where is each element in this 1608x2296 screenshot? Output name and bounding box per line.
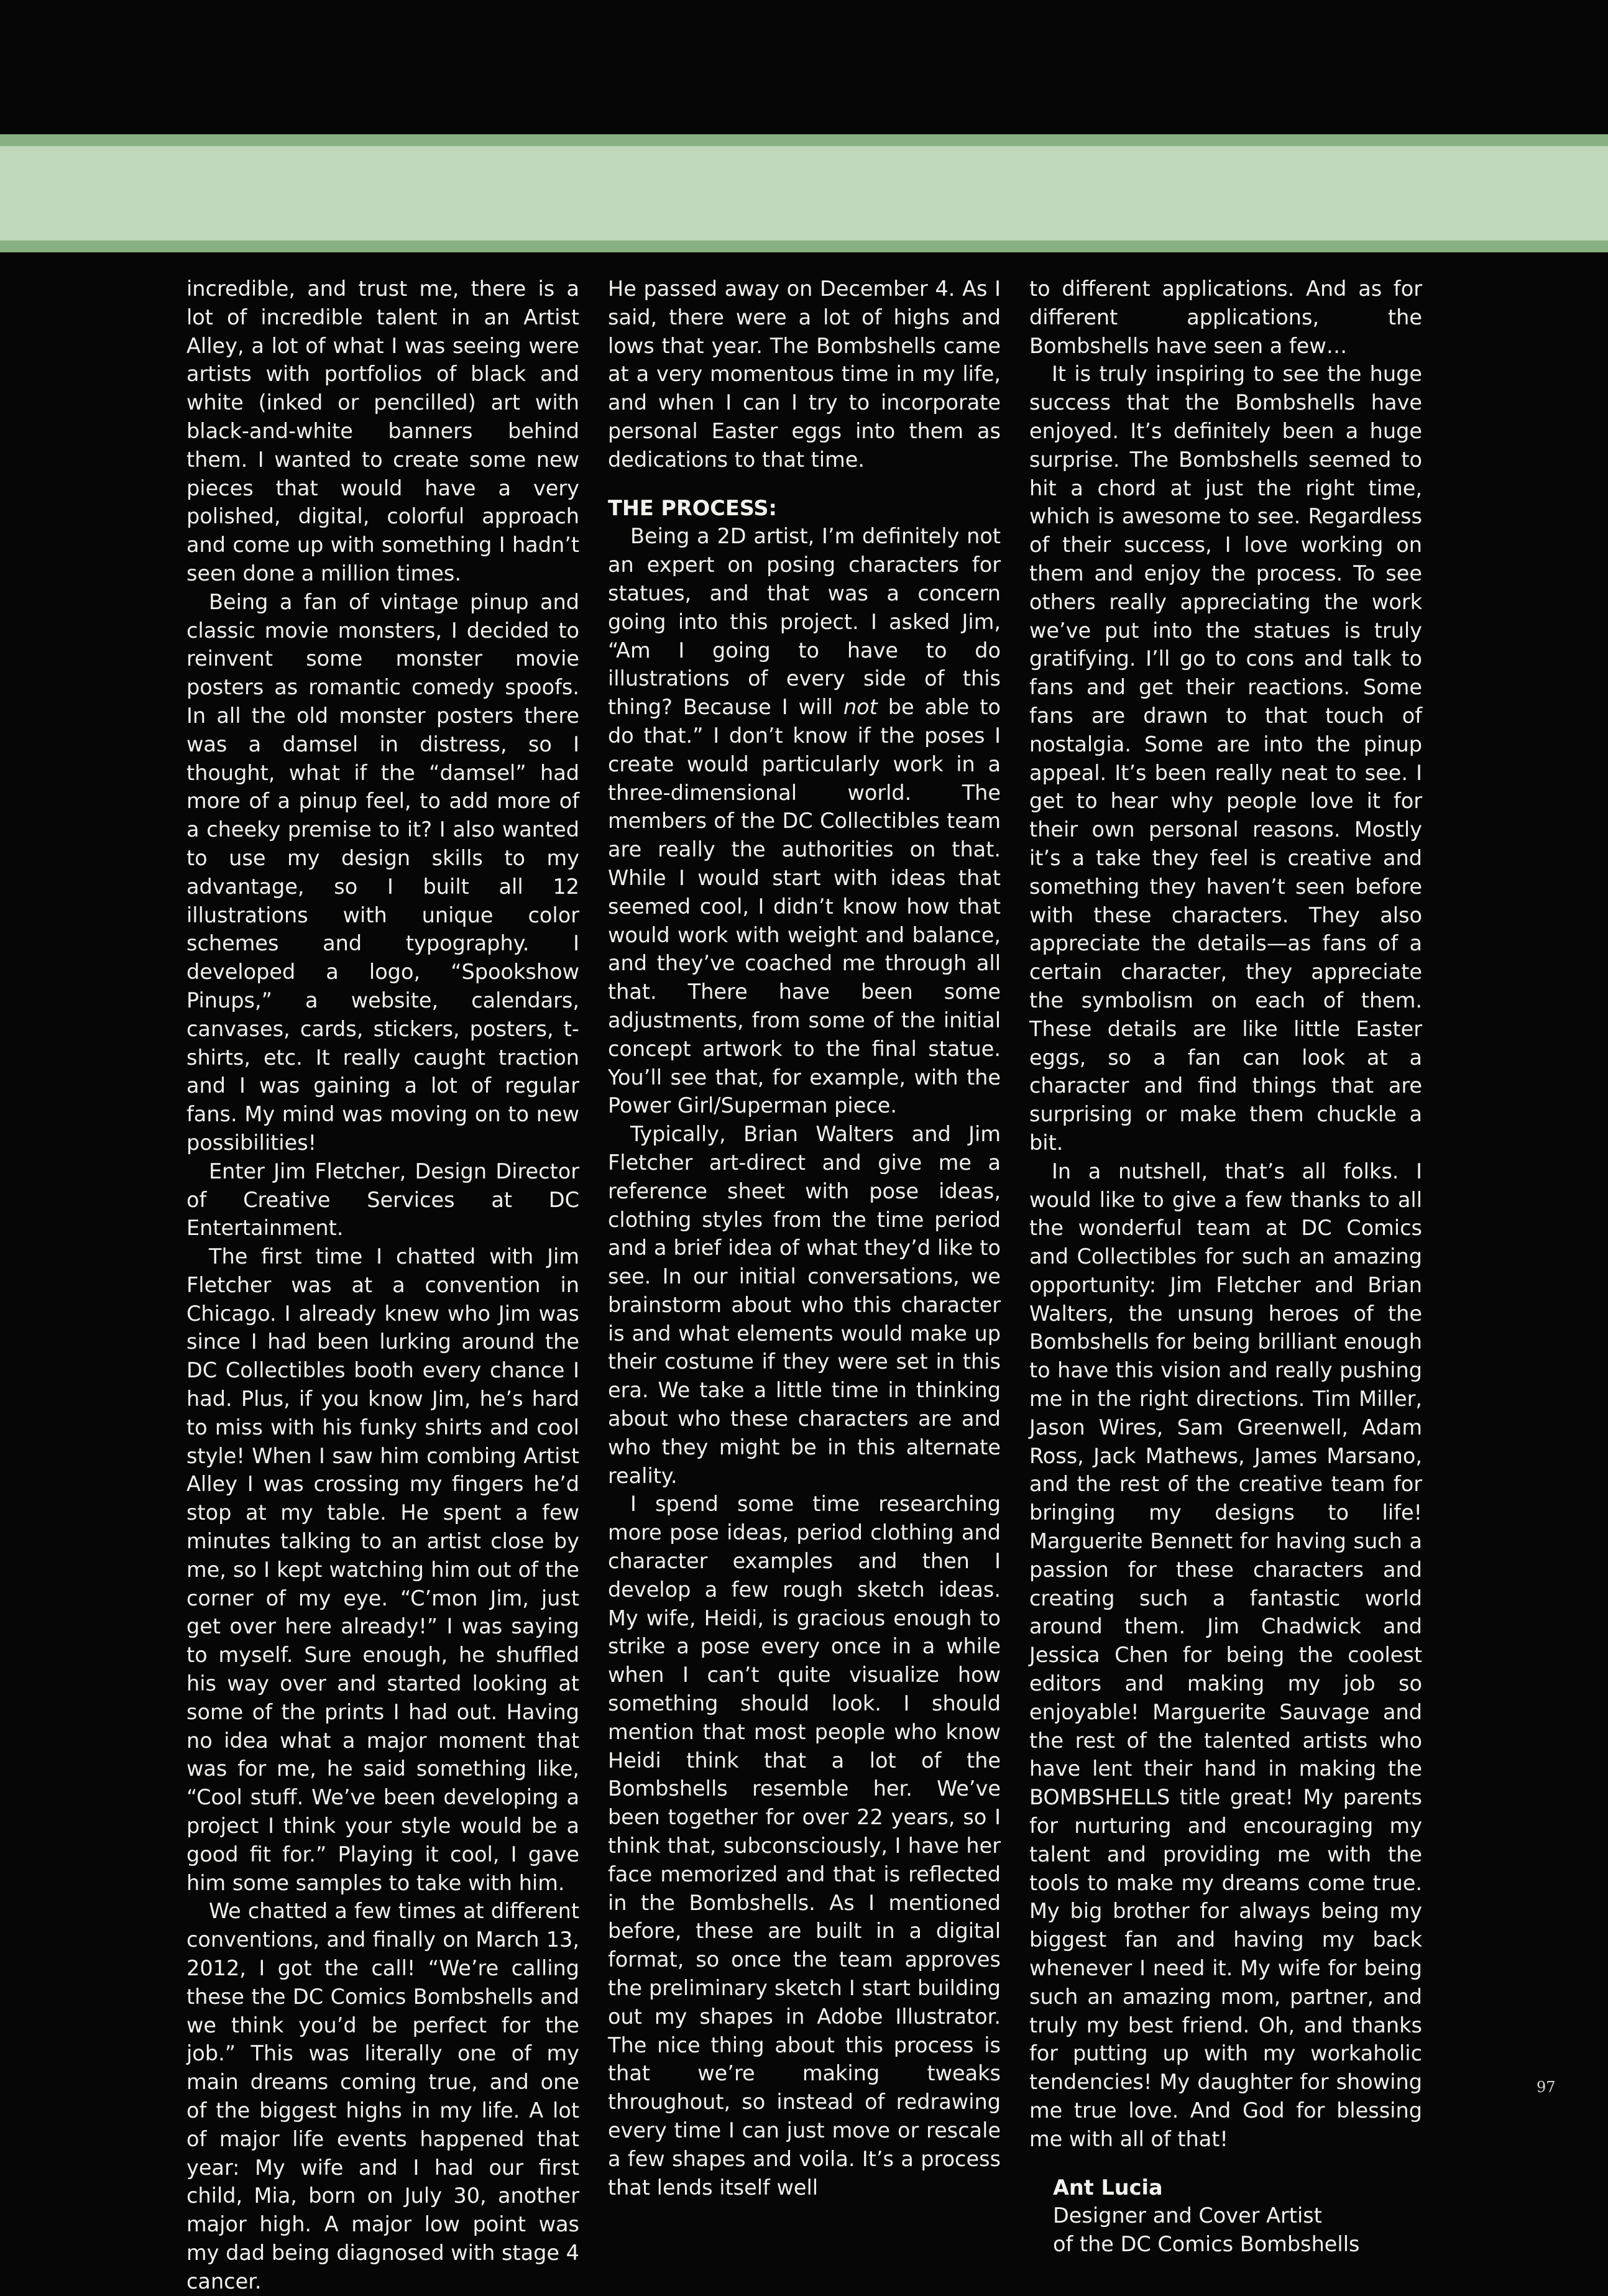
paragraph: to different applications. And as for different applications, the Bombshells have seen a few…: [1029, 277, 1422, 358]
paragraph: I spend some time researching more pose ideas, period clothing and character examples and then I develop a few rough sketch ideas. My wife, Heidi, is gracious enough to strike a pose every once in a while when I can’t quite visualize how something should look. I should mention that most people who know Heidi think that a lot of the Bombshells resemble her. We’ve been together for over 22 years, so I think that, subconsciously, I have her face memorized and that is reflected in the Bombshells. As I mentioned before, these are built in a digital format, so once the team approves the preliminary sketch I start building out my shapes in Adobe Illustrator. The nice thing about this process is that we’re making tweaks throughout, so instead of redrawing every time I can just move or rescale a few shapes and voila. It’s a process that lends itself well: [608, 1492, 1001, 2200]
text-column-3: [1029, 275, 1422, 2259]
author-title: Designer and Cover Artist: [1053, 2203, 1322, 2228]
section-heading: THE PROCESS:: [608, 495, 777, 520]
paragraph: It is truly inspiring to see the huge success that the Bombshells have enjoyed. It’s definitely been a huge surprise. The Bombshells seemed to hit a chord at just the right time, which is awesome to see. Regardless of their success, I love working on them and enjoy the process. To see others really appreciating the work we’ve put into the statues is truly gratifying. I’ll go to cons and talk to fans and get their reactions. Some fans are drawn to that touch of nostalgia. Some are into the pinup appeal. It’s been really neat to see. I get to hear why people love it for their own personal reasons. Mostly it’s a take they feel is creative and something they haven’t seen before with these characters. They also appreciate the details—as fans of a certain character, they appreciate the symbolism on each of them. These details are like little Easter eggs, so a fan can look at a character and find things that are surprising or make them chuckle a bit.: [1029, 362, 1422, 1155]
header-band: [0, 134, 1608, 252]
text-span: Being a 2D artist, I’m definitely not an expert on posing characters for statues, and that was a concern going into this project. I asked Jim, “Am I going to have to do illustrations of every side of this thing? Because I will: [608, 524, 1001, 720]
text-column-1: [186, 275, 579, 2296]
paragraph: The first time I chatted with Jim Fletcher was at a convention in Chicago. I already knew who Jim was since I had been lurking around the DC Collectibles booth every chance I had. Plus, if you know Jim, he’s hard to miss with his funky shirts and cool style! When I saw him combing Artist Alley I was crossing my fingers he’d stop at my table. He spent a few minutes talking to an artist close by me, so I kept watching him out of the corner of my eye. “C’mon Jim, just get over here already!” I was saying to myself. Sure enough, he shuffled his way over and started looking at some of the prints I had out. Having no idea what a major moment that was for me, he said something like, “Cool stuff. We’ve been developing a project I think your style would be a good fit for.” Playing it cool, I gave him some samples to take with him.: [186, 1244, 579, 1895]
text-column-2: [608, 275, 1001, 2202]
paragraph: incredible, and trust me, there is a lot of incredible talent in an Artist Alley, a lot of what I was seeing were artists with portfolios of black and white (inked or pencilled) art with black-and-white banners behind them. I wanted to create some new pieces that would have a very polished, digital, colorful approach and come up with something I hadn’t seen done a million times.: [186, 277, 579, 585]
emphasis: not: [843, 695, 878, 720]
paragraph: Enter Jim Fletcher, Design Director of Creative Services at DC Entertainment.: [186, 1159, 579, 1241]
page-number: 97: [1537, 2078, 1556, 2096]
paragraph: He passed away on December 4. As I said, there were a lot of highs and lows that year. The Bombshells came at a very momentous time in my life, and when I can I try to incorporate personal Easter eggs into them as dedications to that time.: [608, 277, 1001, 472]
paragraph: Being a fan of vintage pinup and classic movie monsters, I decided to reinvent some monster movie posters as romantic comedy spoofs. In all the old monster posters there was a damsel in distress, so I thought, what if the “damsel” had more of a pinup feel, to add more of a cheeky premise to it? I also wanted to use my design skills to my advantage, so I built all 12 illustrations with unique color schemes and typography. I developed a logo, “Spookshow Pinups,” a website, calendars, canvases, cards, stickers, posters, t-shirts, etc. It really caught traction and I was gaining a lot of regular fans. My mind was moving on to new possibilities!: [186, 589, 579, 1155]
author-name: Ant Lucia: [1053, 2175, 1163, 2200]
author-signature: [1029, 2174, 1422, 2259]
paragraph: Typically, Brian Walters and Jim Fletcher art-direct and give me a reference sheet with pose ideas, clothing styles from the time period and a brief idea of what they’d like to see. In our initial conversations, we brainstorm about who this character is and what elements would make up their costume if they were set in this era. We take a little time in thinking about who these characters are and who they might be in this alternate reality.: [608, 1122, 1001, 1488]
paragraph: In a nutshell, that’s all folks. I would like to give a few thanks to all the wonderful team at DC Comics and Collectibles for such an amazing opportunity: Jim Fletcher and Brian Walters, the unsung heroes of the Bombshells for being brilliant enough to have this vision and really pushing me in the right directions. Tim Miller, Jason Wires, Sam Greenwell, Adam Ross, Jack Mathews, James Marsano, and the rest of the creative team for bringing my designs to life! Marguerite Bennett for having such a passion for these characters and creating such a fantastic world around them. Jim Chadwick and Jessica Chen for being the coolest editors and making my job so enjoyable! Marguerite Sauvage and the rest of the talented artists who have lent their hand in making the BOMBSHELLS title great! My parents for nurturing and encouraging my talent and providing me with the tools to make my dreams come true. My big brother for always being my biggest fan and having my back whenever I need it. My wife for being such an amazing mom, partner, and truly my best friend. Oh, and thanks for putting up with my workaholic tendencies! My daughter for showing me true love. And God for blessing me with all of that!: [1029, 1159, 1422, 2151]
text-span: be able to do that.” I don’t know if the poses I create would particularly work in a three-dimensional world. The members of the DC Collectibles team are really the authorities on that. While I would start with ideas that seemed cool, I didn’t know how that would work with weight and balance, and they’ve coached me through all that. There have been some adjustments, from some of the initial concept artwork to the final statue. You’ll see that, for example, with the Power Girl/Superman piece.: [608, 695, 1001, 1118]
paragraph: [608, 522, 1001, 1120]
author-title: of the DC Comics Bombshells: [1053, 2232, 1360, 2257]
paragraph: We chatted a few times at different conventions, and finally on March 13, 2012, I got the call! “We’re calling these the DC Comics Bombshells and we think you’d be perfect for the job.” This was literally one of my main dreams coming true, and one of the biggest highs in my life. A lot of major life events happened that year: My wife and I had our first child, Mia, born on July 30, another major high. A major low point was my dad being diagnosed with stage 4 cancer.: [186, 1899, 579, 2294]
